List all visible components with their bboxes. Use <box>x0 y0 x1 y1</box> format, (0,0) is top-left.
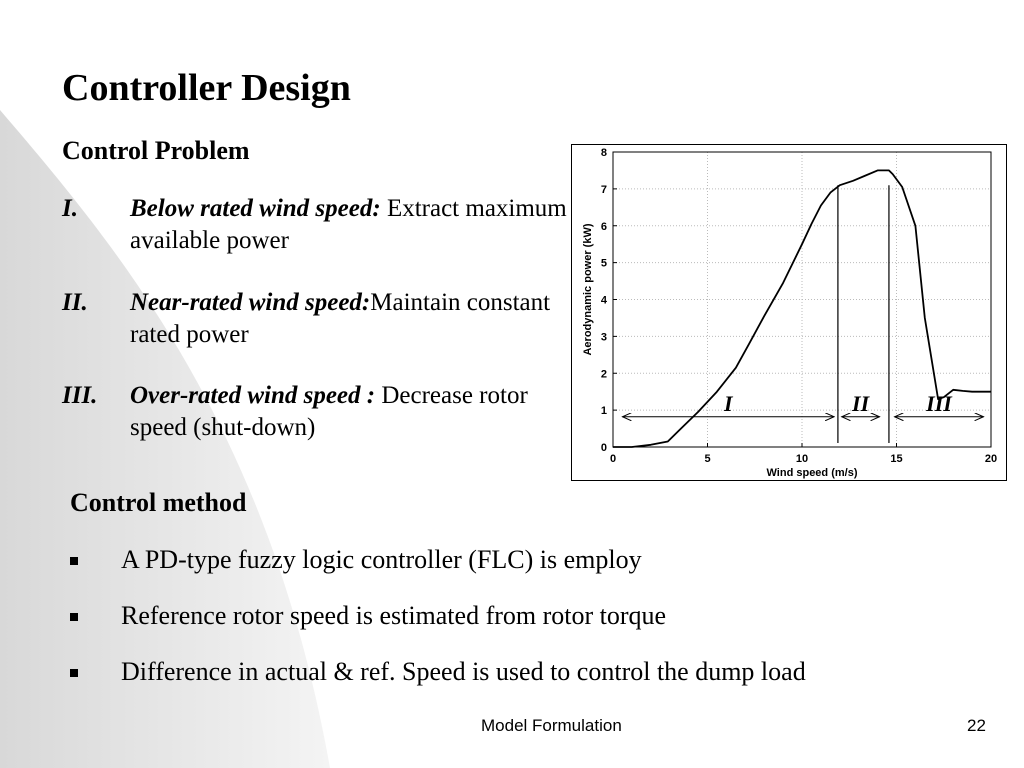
y-tick-label: 5 <box>600 257 607 270</box>
y-axis-label: Aerodynamic power (kW) <box>582 223 594 356</box>
item-text: Extract maximum available power <box>130 195 567 254</box>
square-bullet-icon <box>70 613 78 621</box>
square-bullet-icon <box>70 557 78 565</box>
control-method-bullet-2 <box>70 601 666 631</box>
region-label: I <box>724 390 733 416</box>
item-number: III. <box>62 382 98 409</box>
y-tick-label: 2 <box>600 368 607 381</box>
slide-title: Controller Design <box>62 67 351 109</box>
item-text: Decrease rotor speed (shut-down) <box>130 382 528 441</box>
control-problem-item-2 <box>62 287 582 351</box>
bullet-text: Reference rotor speed is estimated from rotor torque <box>121 601 667 630</box>
x-tick-label: 15 <box>890 453 903 465</box>
y-tick-label: 0 <box>600 442 607 454</box>
x-axis-label: Wind speed (m/s) <box>766 467 858 479</box>
square-bullet-icon <box>70 669 78 677</box>
y-tick-label: 4 <box>600 294 607 307</box>
footer-title: Model Formulation <box>481 716 622 735</box>
region-label: III <box>926 390 952 416</box>
item-text: Maintain constant rated power <box>130 289 551 348</box>
y-tick-label: 3 <box>600 331 607 344</box>
y-tick-label: 6 <box>600 220 607 233</box>
x-tick-label: 10 <box>795 453 809 465</box>
x-tick-label: 0 <box>609 453 617 465</box>
y-tick-label: 7 <box>600 183 607 196</box>
power-curve-chart <box>571 144 1007 481</box>
x-tick-label: 20 <box>984 453 998 465</box>
control-problem-heading: Control Problem <box>62 136 250 165</box>
control-method-heading: Control method <box>70 488 247 517</box>
control-method-bullet-1 <box>70 545 642 575</box>
y-tick-label: 1 <box>600 405 607 418</box>
item-number: I. <box>62 195 78 222</box>
region-label: II <box>852 390 870 416</box>
item-highlight: Below rated wind speed: <box>130 195 381 222</box>
item-number: II. <box>62 289 88 316</box>
item-highlight: Near-rated wind speed: <box>130 289 371 316</box>
control-problem-item-3 <box>62 380 582 444</box>
control-problem-item-1 <box>62 193 582 257</box>
item-highlight: Over-rated wind speed : <box>130 382 376 409</box>
bullet-text: Difference in actual & ref. Speed is used to control the dump load <box>121 657 806 686</box>
power-curve-svg <box>572 145 1008 482</box>
page-number: 22 <box>967 716 986 735</box>
y-tick-label: 8 <box>600 147 607 159</box>
bullet-text: A PD-type fuzzy logic controller (FLC) is employ <box>121 545 642 574</box>
x-tick-label: 5 <box>704 453 711 465</box>
control-method-bullet-3 <box>70 657 806 687</box>
